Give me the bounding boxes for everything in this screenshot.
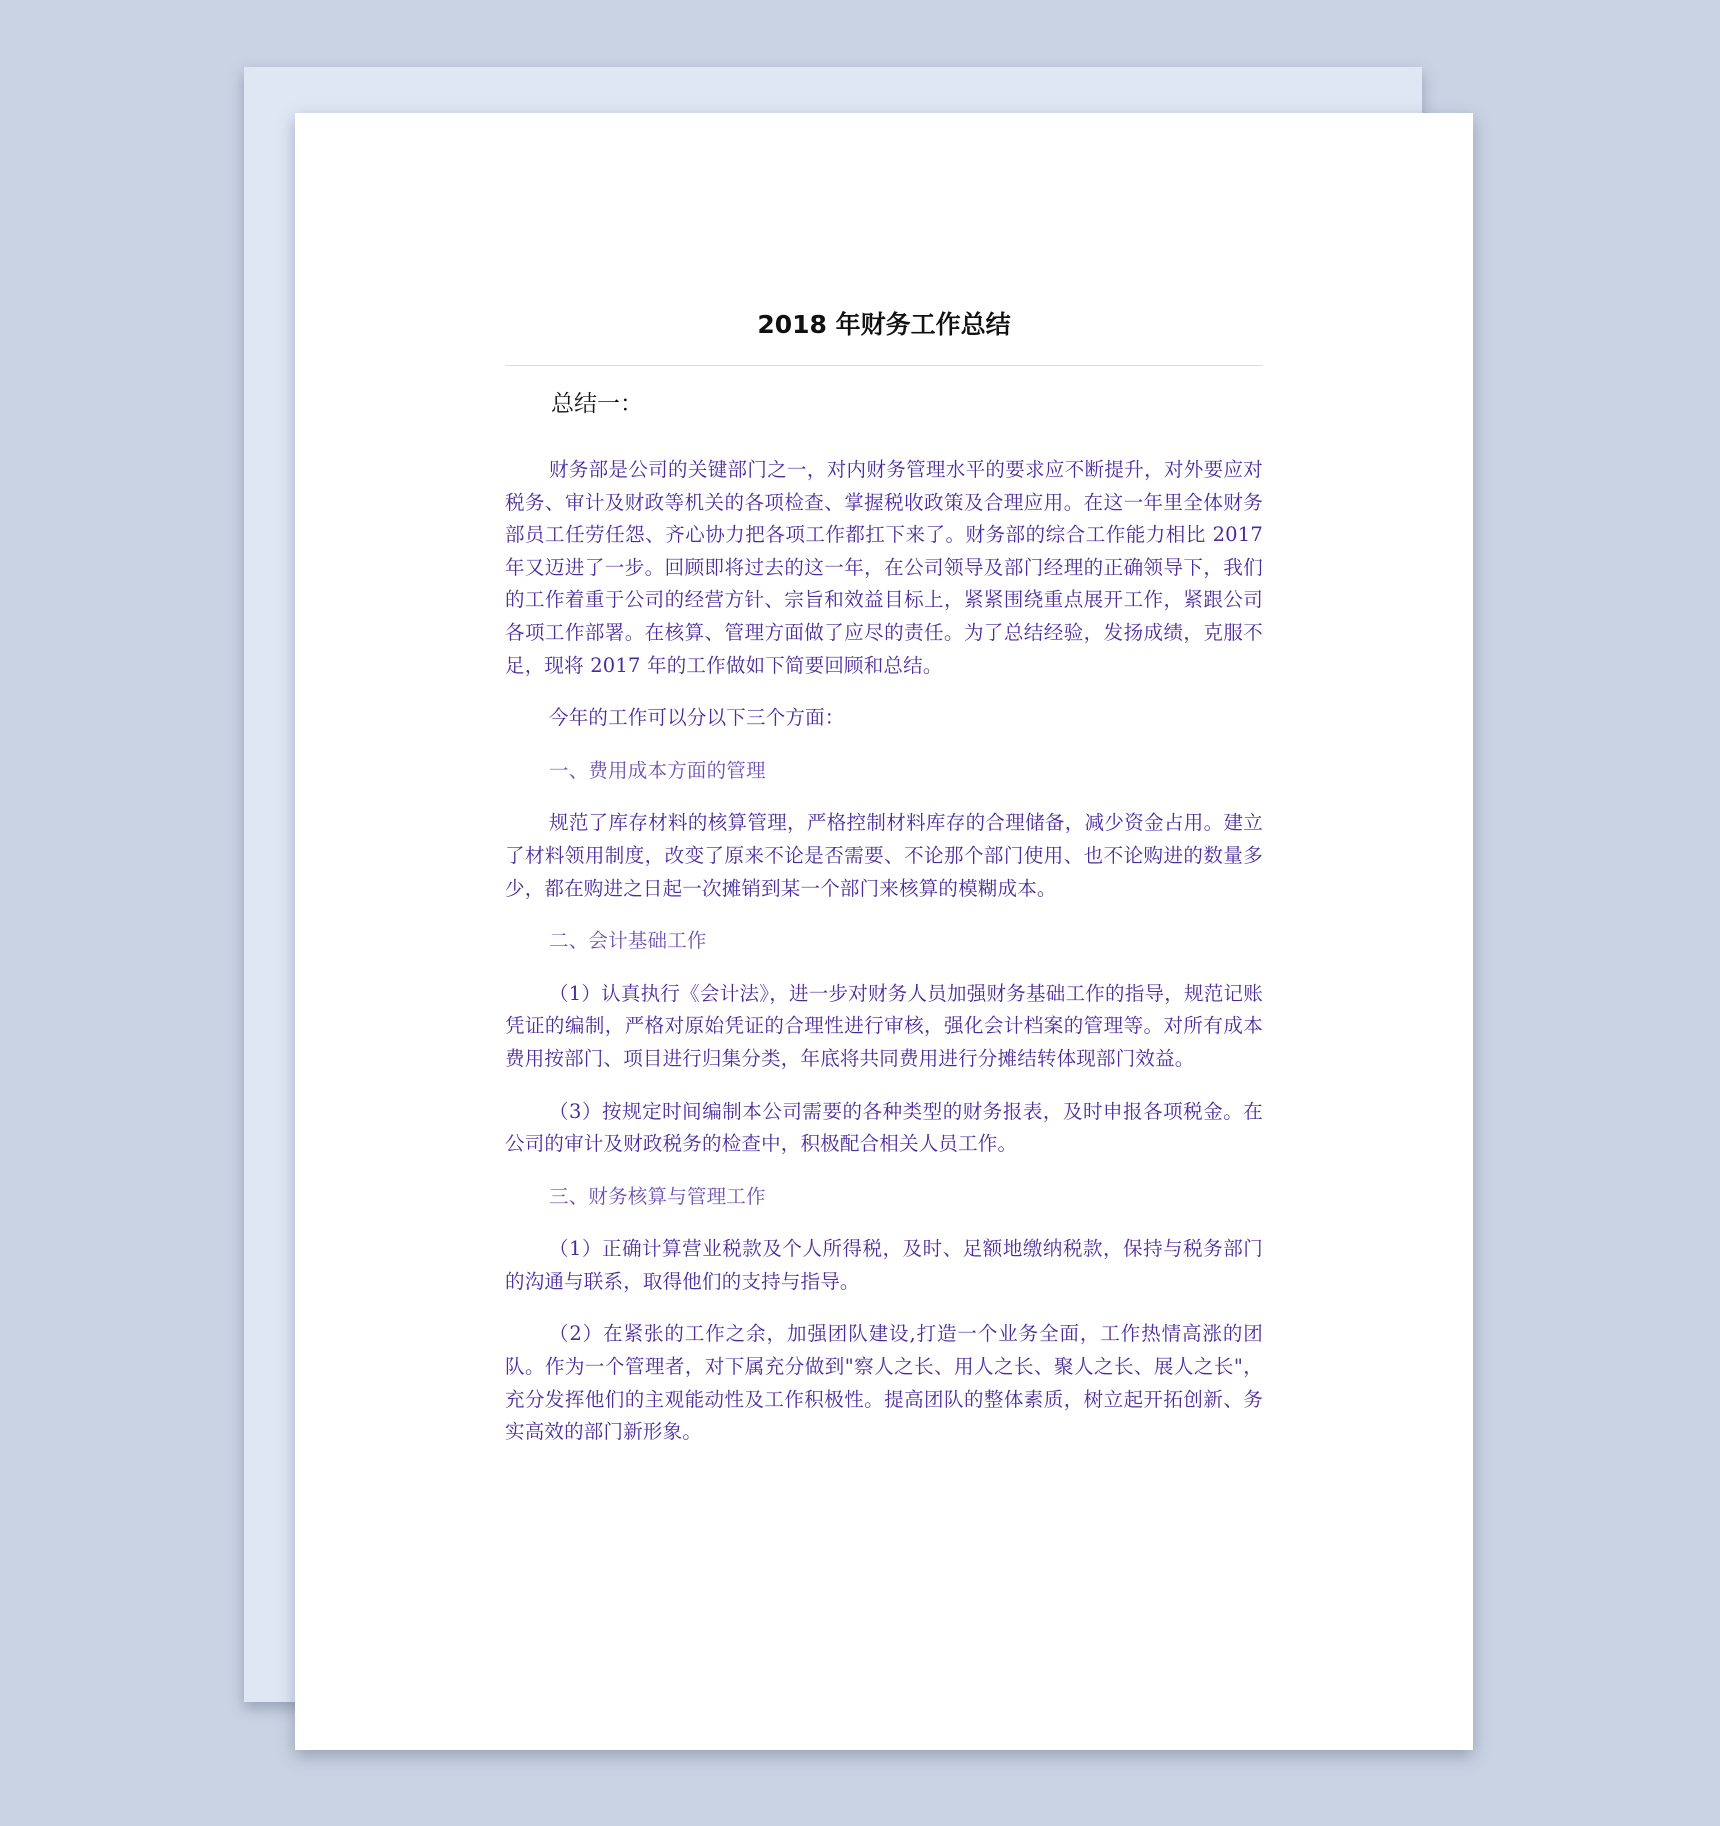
paragraph-accounting-1: （1）认真执行《会计法》，进一步对财务人员加强财务基础工作的指导，规范记账凭证的编制，严格对原始凭证的合理性进行审核，强化会计档案的管理等。对所有成本费用按部门、项目进行归集分类，年底将共同费用进行分摊结转体现部门效益。 (505, 981, 1263, 1070)
subheading-cost-management: 一、费用成本方面的管理 (549, 758, 766, 782)
paragraph-accounting-3: （3）按规定时间编制本公司需要的各种类型的财务报表，及时申报各项税金。在公司的审计及财政税务的检查中，积极配合相关人员工作。 (505, 1099, 1263, 1156)
paragraph-cost-management: 规范了库存材料的核算管理，严格控制材料库存的合理储备，减少资金占用。建立了材料领用制度，改变了原来不论是否需要、不论那个部门使用、也不论购进的数量多少，都在购进之日起一次摊销到某一个部门来核算的模糊成本。 (505, 811, 1263, 900)
paragraph-finance-1: （1）正确计算营业税款及个人所得税，及时、足额地缴纳税款，保持与税务部门的沟通与联系，取得他们的支持与指导。 (505, 1237, 1263, 1293)
section-heading: 总结一： (551, 391, 643, 417)
paragraph-overview: 今年的工作可以分以下三个方面： (549, 706, 845, 730)
document-page (295, 113, 1473, 1750)
page-content (505, 303, 1263, 1469)
subheading-accounting-basics: 二、会计基础工作 (549, 929, 707, 953)
document-title: 2018 年财务工作总结 (757, 310, 1011, 339)
paragraph-finance-2: （2）在紧张的工作之余，加强团队建设,打造一个业务全面，工作热情高涨的团队。作为一个管理者，对下属充分做到"察人之长、用人之长、聚人之长、展人之长"，充分发挥他们的主观能动性及工作积极性。提高团队的整体素质，树立起开拓创新、务实高效的部门新形象。 (505, 1322, 1263, 1444)
body-text (505, 454, 1263, 1449)
paragraph-intro: 财务部是公司的关键部门之一，对内财务管理水平的要求应不断提升，对外要应对税务、审计及财政等机关的各项检查、掌握税收政策及合理应用。在这一年里全体财务部员工任劳任怨、齐心协力把各项工作都扛下来了。财务部的综合工作能力相比 2017 年又迈进了一步。回顾即将过去的这一年，在公司领导及部门经理的正确领导下，我们的工作着重于公司的经营方针、宗旨和效益目标上，紧紧围绕重点展开工作，紧跟公司各项工作部署。在核算、管理方面做了应尽的责任。为了总结经验，发扬成绩，克服不足，现将 2017 年的工作做如下简要回顾和总结。 (505, 458, 1263, 677)
title-divider (505, 365, 1263, 366)
subheading-finance-management: 三、财务核算与管理工作 (549, 1184, 766, 1208)
